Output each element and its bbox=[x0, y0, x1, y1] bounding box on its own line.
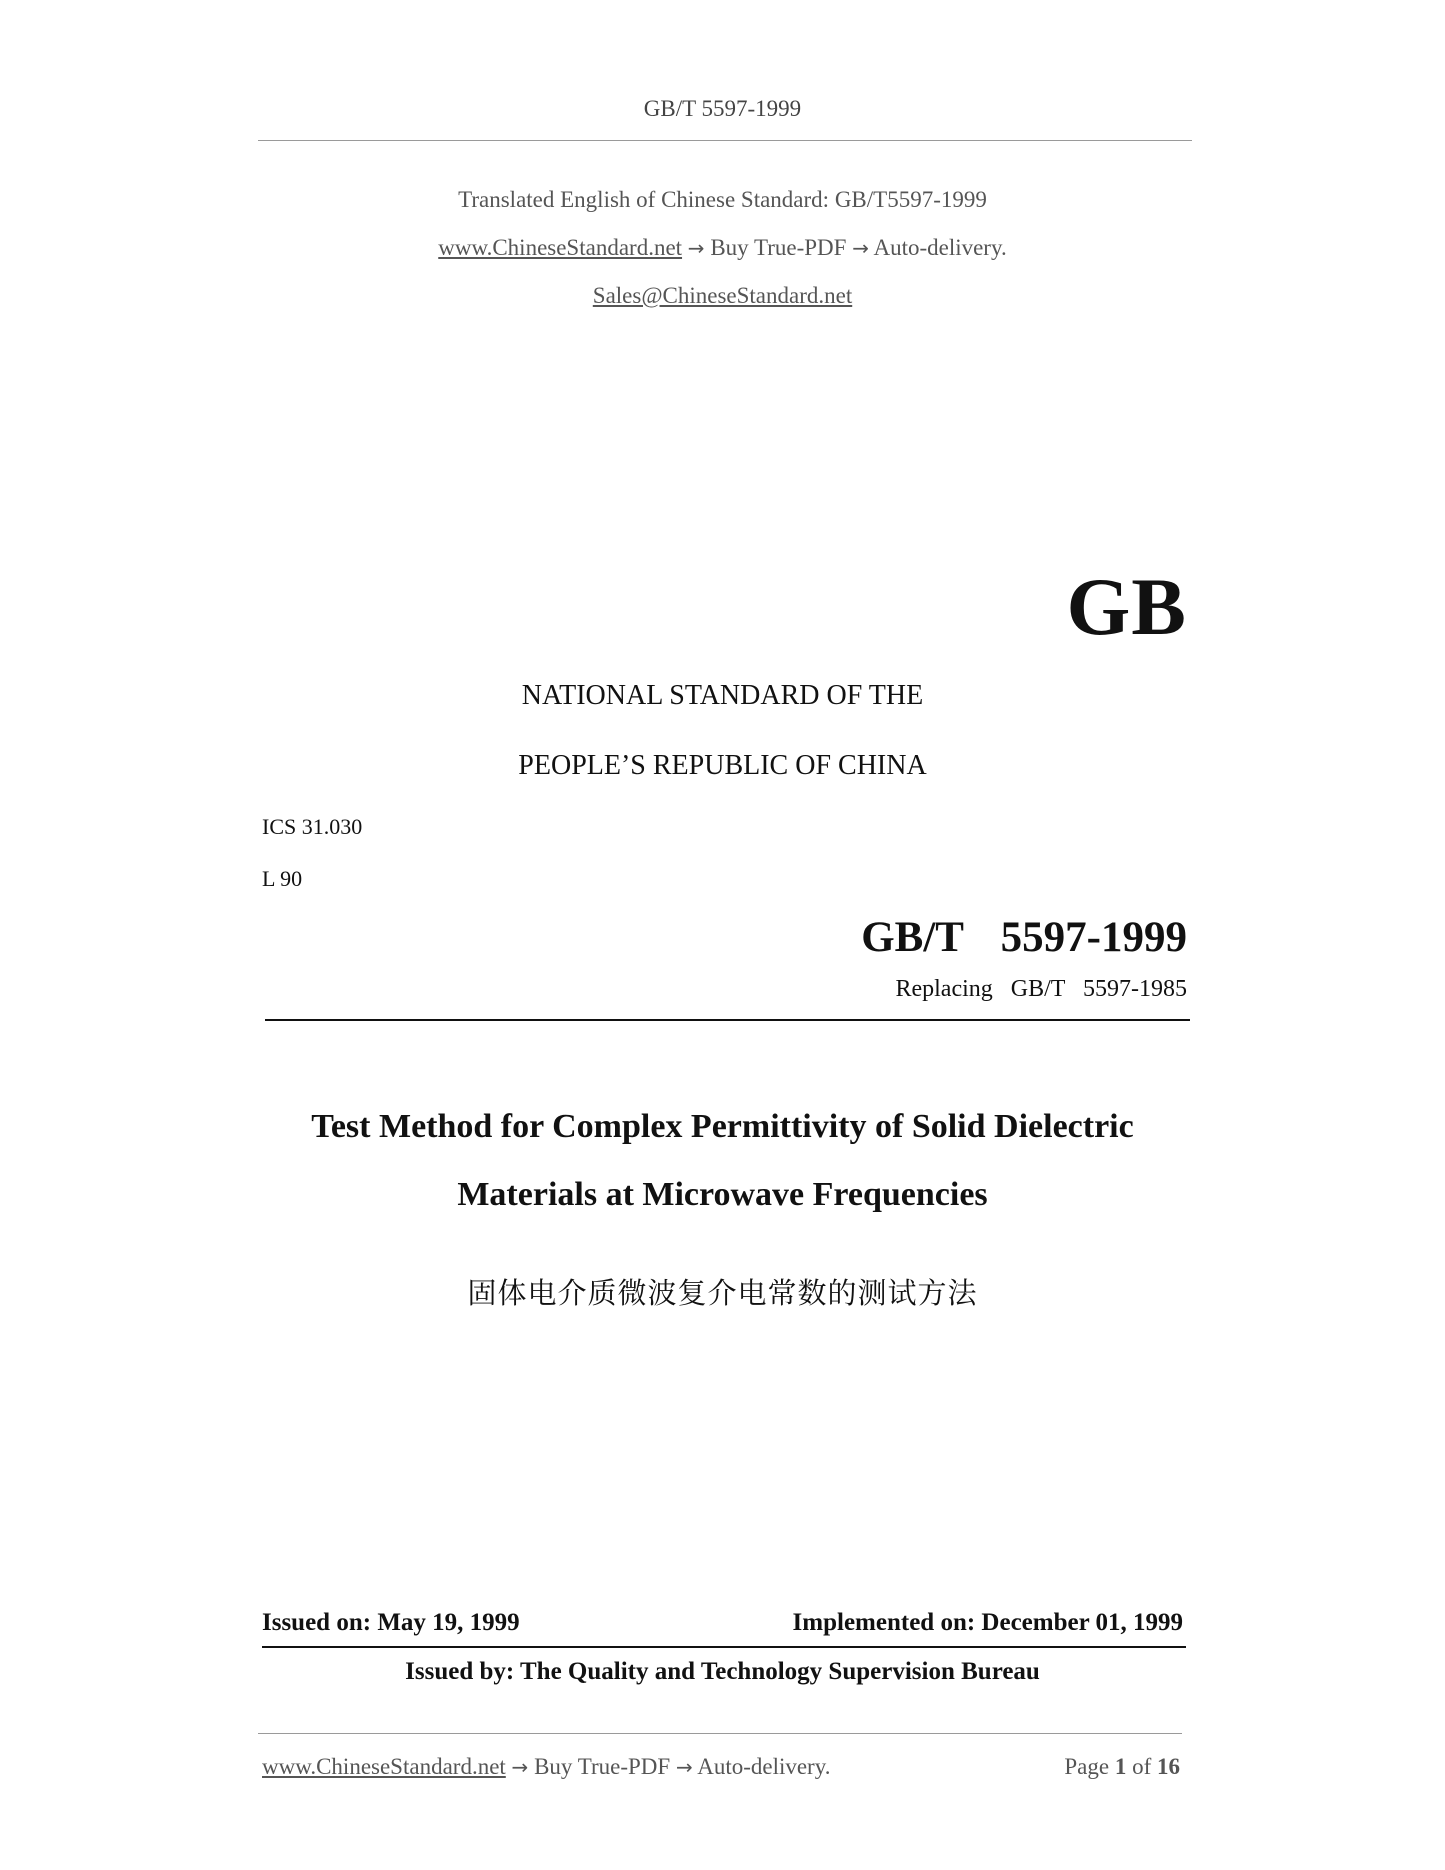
translated-notice: Translated English of Chinese Standard: GB/T5597-1999 bbox=[458, 187, 987, 212]
footer-buy-true-pdf-text: Buy True-PDF bbox=[534, 1754, 671, 1779]
dates-divider bbox=[262, 1646, 1186, 1648]
replacing-standard: Replacing GB/T 5597-1985 bbox=[895, 976, 1187, 1002]
footer-buy-line bbox=[262, 1754, 830, 1780]
national-standard-line-2: PEOPLE’S REPUBLIC OF CHINA bbox=[518, 750, 927, 781]
ccs-code: L 90 bbox=[262, 866, 303, 891]
national-standard-line-1: NATIONAL STANDARD OF THE bbox=[521, 680, 924, 711]
title-chinese: 固体电介质微波复介电常数的测试方法 bbox=[467, 1276, 978, 1310]
of-label: of bbox=[1132, 1754, 1152, 1779]
arrow-right-icon: → bbox=[852, 236, 869, 260]
standard-number: GB/T 5597-1999 bbox=[861, 914, 1187, 961]
total-pages: 16 bbox=[1157, 1754, 1180, 1779]
footer-auto-delivery-text: Auto-delivery. bbox=[697, 1754, 831, 1779]
implemented-on-date: Implemented on: December 01, 1999 bbox=[792, 1609, 1183, 1636]
issued-by: Issued by: The Quality and Technology Supervision Bureau bbox=[405, 1658, 1040, 1685]
sales-line bbox=[0, 283, 1445, 309]
buy-line bbox=[0, 235, 1445, 261]
ics-code: ICS 31.030 bbox=[262, 814, 363, 839]
header-divider bbox=[258, 140, 1192, 141]
arrow-right-icon: → bbox=[511, 1755, 529, 1779]
sales-email-link[interactable]: Sales@ChineseStandard.net bbox=[592, 283, 853, 308]
auto-delivery-text: Auto-delivery. bbox=[873, 235, 1007, 260]
page-indicator bbox=[1064, 1754, 1180, 1780]
header-standard-code: GB/T 5597-1999 bbox=[643, 96, 802, 121]
page-number: 1 bbox=[1114, 1754, 1127, 1779]
footer-site-link[interactable]: www.ChineseStandard.net bbox=[262, 1754, 506, 1779]
title-line-2: Materials at Microwave Frequencies bbox=[457, 1176, 988, 1213]
footer-divider bbox=[258, 1733, 1182, 1734]
page-label: Page bbox=[1064, 1754, 1110, 1779]
title-divider bbox=[265, 1019, 1190, 1021]
gb-logo: GB bbox=[1066, 561, 1187, 652]
arrow-right-icon: → bbox=[675, 1755, 693, 1779]
buy-true-pdf-text: Buy True-PDF bbox=[710, 235, 847, 260]
site-link[interactable]: www.ChineseStandard.net bbox=[438, 235, 683, 260]
arrow-right-icon: → bbox=[687, 236, 705, 260]
title-line-1: Test Method for Complex Permittivity of Solid Dielectric bbox=[311, 1108, 1134, 1145]
issued-on-date: Issued on: May 19, 1999 bbox=[262, 1609, 520, 1636]
